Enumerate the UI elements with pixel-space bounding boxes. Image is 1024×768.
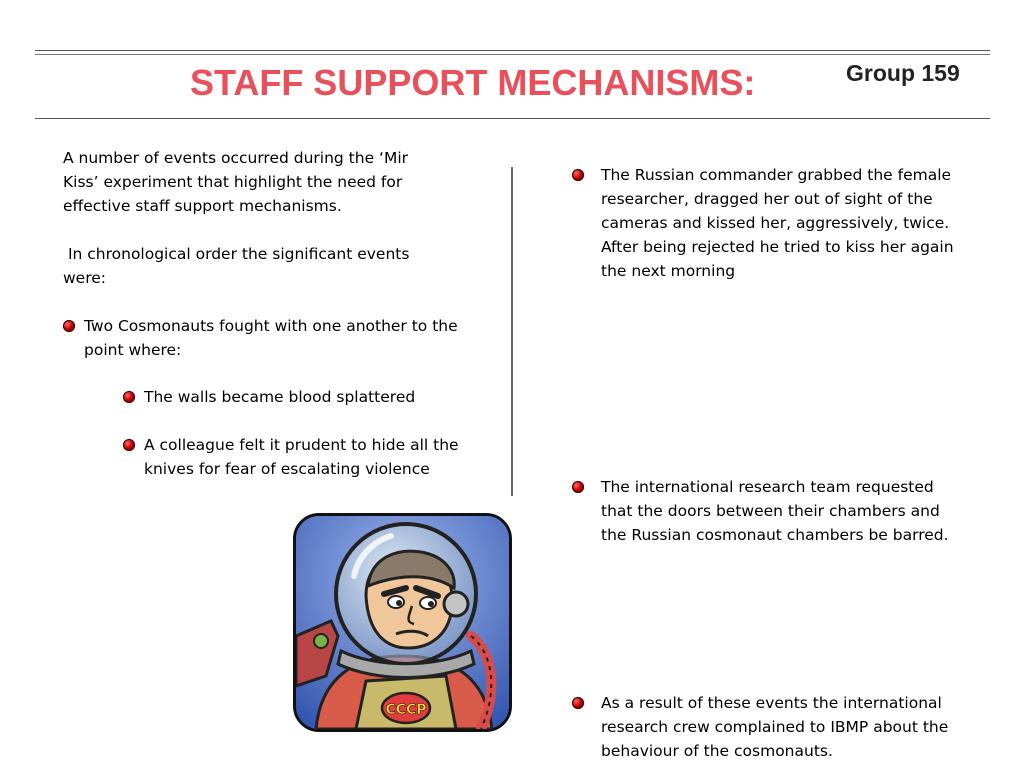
sub-bullet-knives [123,433,464,481]
bullet-text: A colleague felt it prudent to hide all the knives for fear of escalating violence [144,436,459,478]
title-underline [35,118,990,119]
bullet-doors-barred [571,475,961,547]
left-column [63,146,448,314]
slide-title: STAFF SUPPORT MECHANISMS: [190,62,756,103]
cosmonaut-icon [296,516,509,729]
bullet-complaint [571,691,961,763]
bullet-icon [572,697,584,709]
bullet-text: The international research team requested that the doors between their chambers and the Russian cosmonaut chambers be barred. [601,478,949,544]
bullet-text: The walls became blood splattered [144,388,416,406]
top-rule-line-secondary [35,54,990,55]
sub-bullet-walls [123,385,464,409]
intro-paragraph: A number of events occurred during the ‘Mir Kiss’ experiment that highlight the need for effective staff support mechanisms. [63,149,409,215]
bullet-icon [572,169,584,181]
top-rule-line [35,50,990,51]
bullet-icon [63,320,75,332]
group-label: Group 159 [846,60,960,86]
cccp-badge-text: CCCP [385,702,427,718]
bullet-icon [123,439,135,451]
cosmonaut-illustration [293,513,512,732]
bullet-text: Two Cosmonauts fought with one another to the point where: [84,317,458,359]
bullet-icon [123,391,135,403]
chronology-paragraph: In chronological order the significant events were: [63,245,415,287]
column-divider [511,167,513,496]
bullet-icon [572,481,584,493]
bullet-text: The Russian commander grabbed the female researcher, dragged her out of sight of the cameras and kissed her, aggressively, twice. After being rejected he tried to kiss her again the next morning [601,166,954,280]
bullet-fight [63,314,459,362]
bullet-commander [571,163,961,283]
bullet-text: As a result of these events the international research crew complained to IBMP about the behaviour of the cosmonauts. [601,694,949,760]
